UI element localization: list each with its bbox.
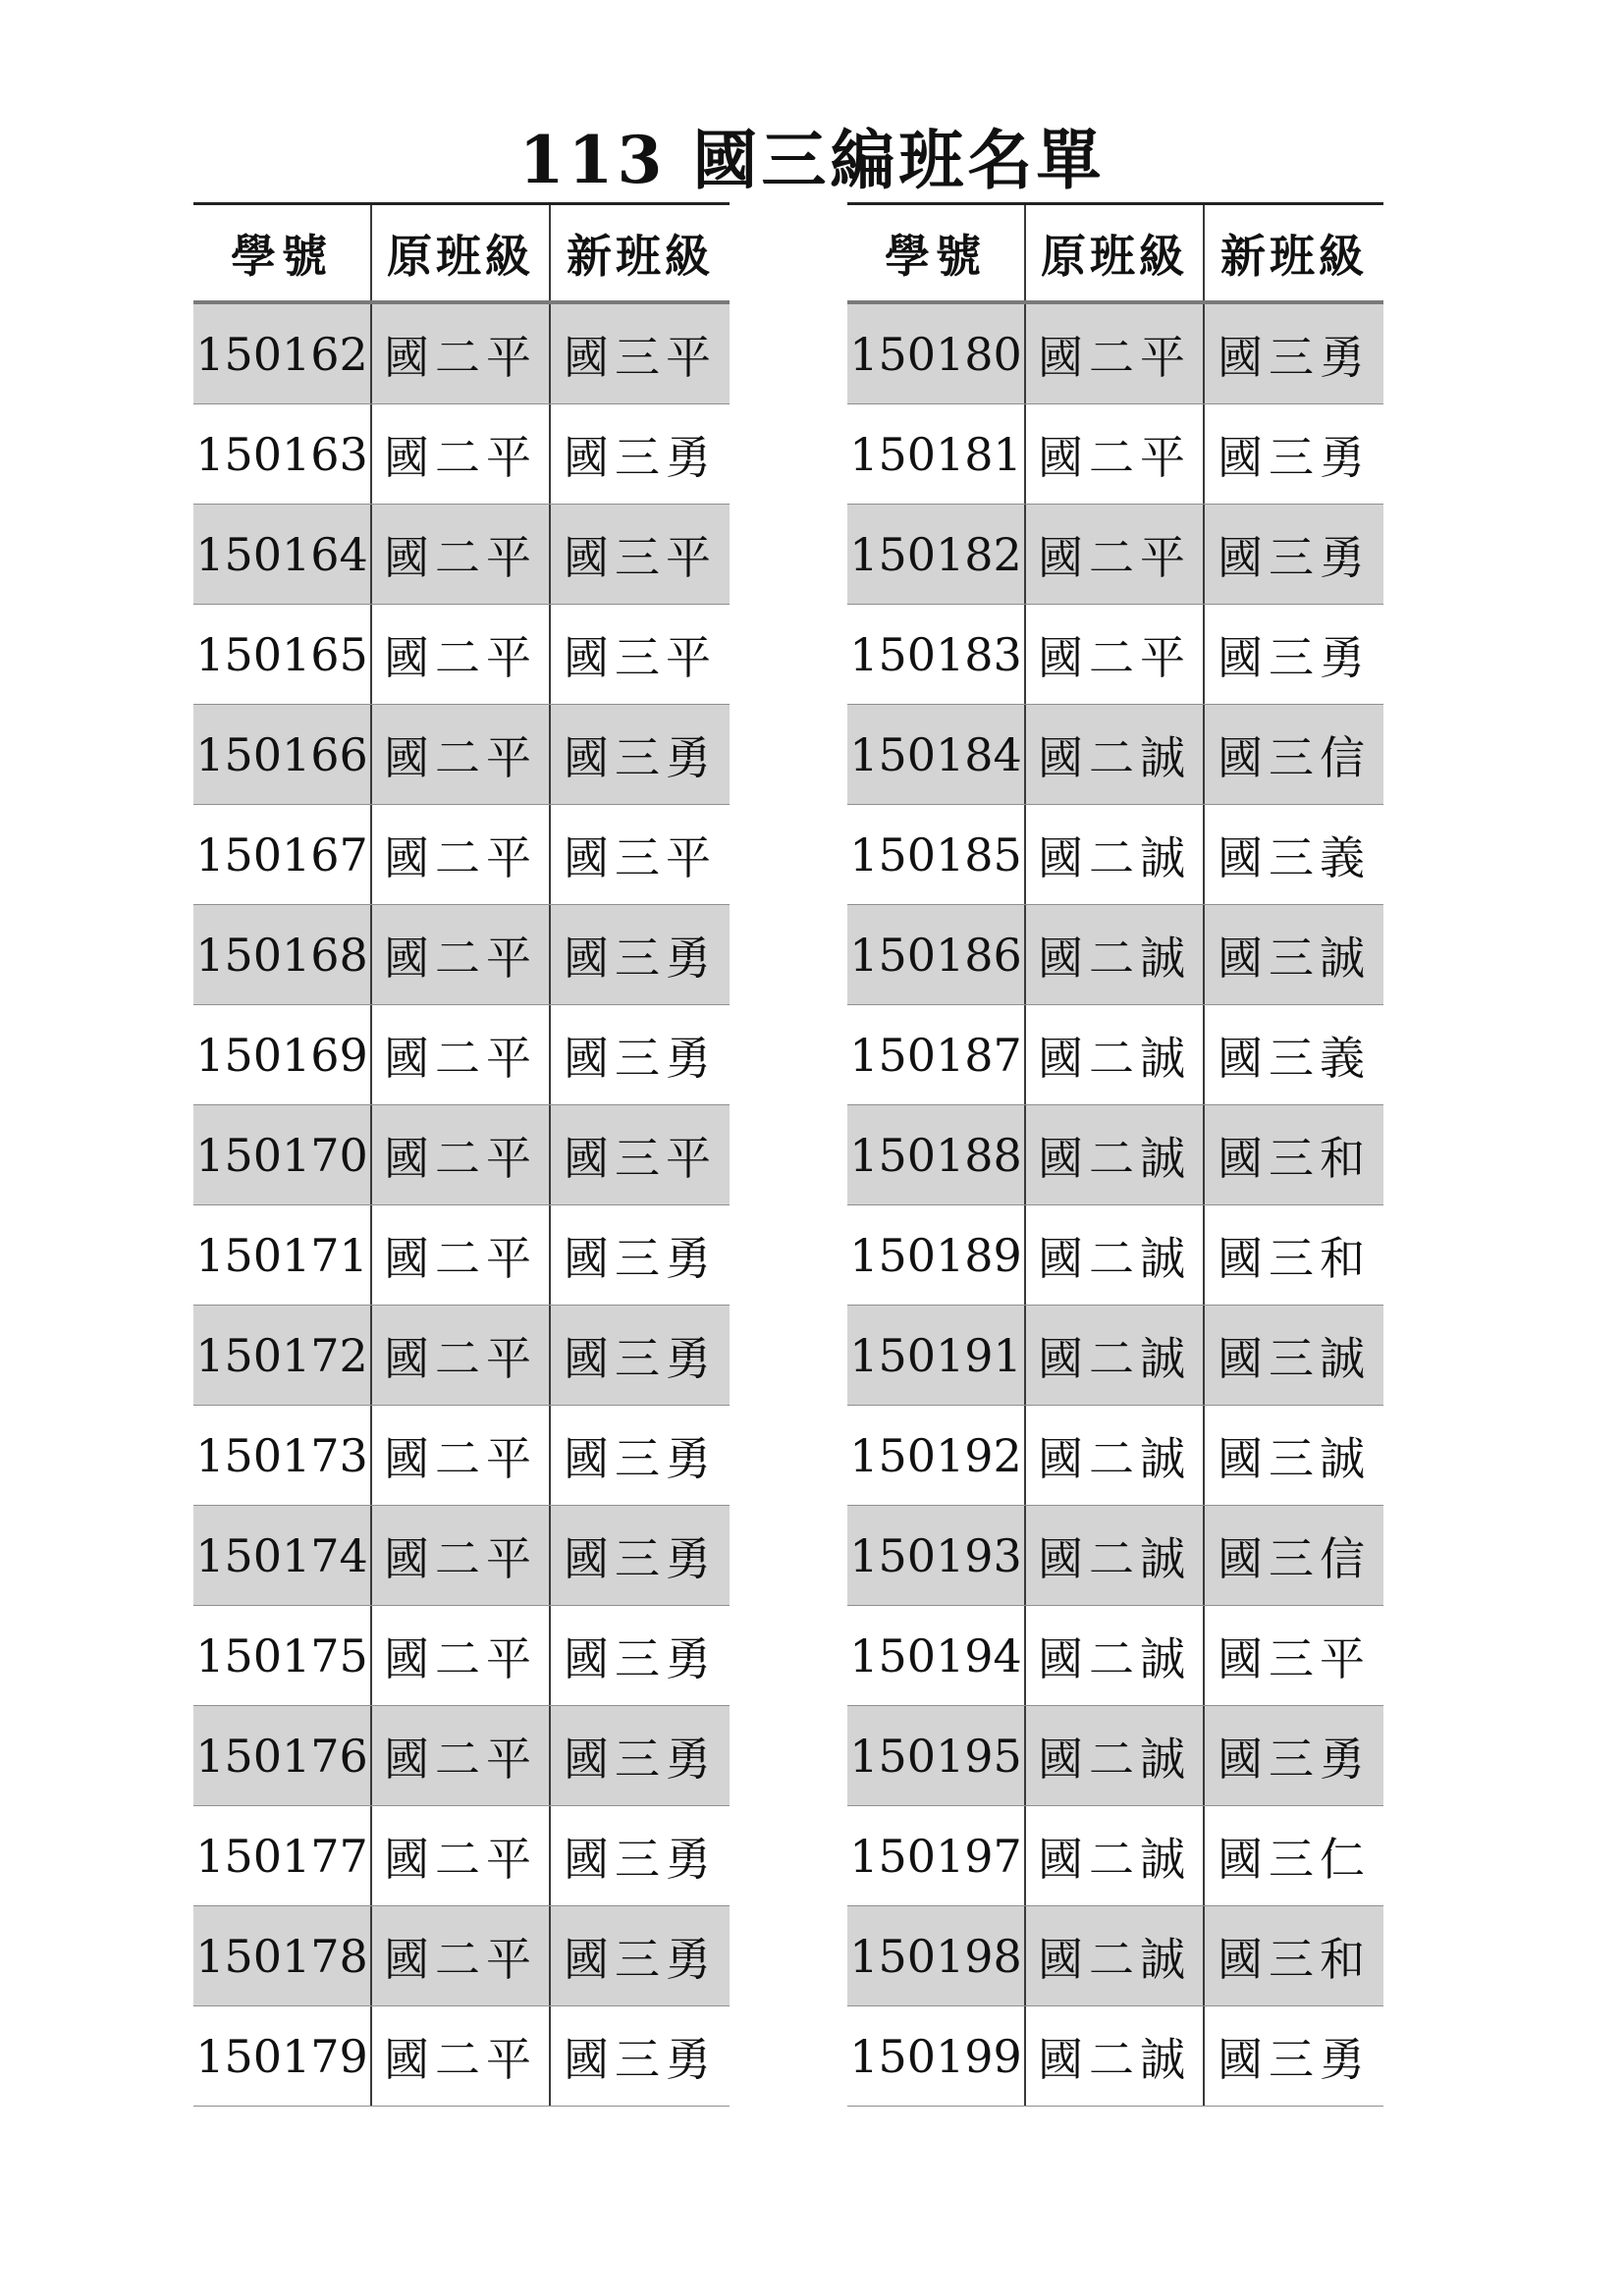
table-row	[847, 1406, 1383, 1506]
new-class-cell: 國三勇	[564, 1431, 717, 1485]
table-row	[193, 505, 730, 605]
new-class-cell: 國三勇	[564, 1732, 717, 1786]
class-roster	[193, 202, 1384, 2103]
new-class-cell: 國三義	[1218, 830, 1371, 884]
original-class-cell: 國二平	[372, 1205, 551, 1305]
new-class-cell: 國三平	[564, 530, 717, 584]
original-class-cell: 國二誠	[1026, 1606, 1205, 1705]
new-class-cell: 國三勇	[564, 1231, 717, 1285]
table-row	[847, 1105, 1383, 1205]
page-title: 113 國三編班名單	[518, 122, 1106, 198]
table-row	[847, 304, 1383, 404]
roster-table-right	[847, 202, 1383, 2107]
original-class-cell: 國二誠	[1026, 705, 1205, 804]
student-id-cell: 150187	[847, 1005, 1026, 1104]
new-class-cell: 國三勇	[1218, 1732, 1371, 1786]
table-row	[193, 1706, 730, 1806]
new-class-cell: 國三平	[564, 630, 717, 684]
student-id-cell: 150164	[193, 505, 372, 604]
header-new-class: 新班級	[567, 229, 714, 283]
new-class-cell: 國三勇	[1218, 330, 1371, 384]
original-class-cell: 國二平	[1026, 505, 1205, 604]
student-id-cell: 150182	[847, 505, 1026, 604]
student-id-cell: 150169	[193, 1005, 372, 1104]
header-original-class: 原班級	[1026, 205, 1205, 300]
original-class-cell: 國二誠	[1026, 1205, 1205, 1305]
table-row	[193, 1906, 730, 2006]
original-class-cell: 國二平	[372, 1005, 551, 1104]
table-row	[193, 805, 730, 905]
new-class-cell: 國三勇	[564, 730, 717, 784]
table-row	[193, 1306, 730, 1406]
new-class-cell: 國三勇	[564, 1031, 717, 1085]
table-row	[193, 905, 730, 1005]
new-class-cell: 國三勇	[1218, 430, 1371, 484]
original-class-cell: 國二誠	[1026, 805, 1205, 904]
original-class-cell: 國二誠	[1026, 1506, 1205, 1605]
student-id-cell: 150172	[193, 1306, 372, 1405]
original-class-cell: 國二平	[372, 304, 551, 403]
table-row	[193, 1506, 730, 1606]
original-class-cell: 國二平	[372, 905, 551, 1004]
original-class-cell: 國二平	[372, 1606, 551, 1705]
student-id-cell: 150179	[193, 2006, 372, 2106]
original-class-cell: 國二誠	[1026, 1306, 1205, 1405]
table-row	[847, 505, 1383, 605]
new-class-cell: 國三勇	[564, 1331, 717, 1385]
new-class-cell: 國三仁	[1218, 1832, 1371, 1886]
student-id-cell: 150194	[847, 1606, 1026, 1705]
new-class-cell: 國三誠	[1218, 1331, 1371, 1385]
student-id-cell: 150183	[847, 605, 1026, 704]
original-class-cell: 國二平	[372, 1506, 551, 1605]
new-class-cell: 國三信	[1218, 1531, 1371, 1585]
original-class-cell: 國二平	[372, 1406, 551, 1505]
original-class-cell: 國二誠	[1026, 905, 1205, 1004]
table-row	[847, 1806, 1383, 1906]
new-class-cell: 國三勇	[564, 430, 717, 484]
table-row	[847, 2006, 1383, 2107]
student-id-cell: 150180	[847, 304, 1026, 403]
new-class-cell: 國三義	[1218, 1031, 1371, 1085]
table-row	[193, 1406, 730, 1506]
table-row	[193, 1205, 730, 1306]
table-row	[847, 1606, 1383, 1706]
table-row	[847, 605, 1383, 705]
new-class-cell: 國三勇	[1218, 2032, 1371, 2086]
original-class-cell: 國二平	[372, 1105, 551, 1204]
new-class-cell: 國三信	[1218, 730, 1371, 784]
original-class-cell: 國二平	[1026, 404, 1205, 504]
new-class-cell: 國三和	[1218, 1131, 1371, 1185]
header-original-class: 原班級	[372, 205, 551, 300]
new-class-cell: 國三勇	[564, 2032, 717, 2086]
original-class-cell: 國二誠	[1026, 1406, 1205, 1505]
student-id-cell: 150198	[847, 1906, 1026, 2005]
new-class-cell: 國三勇	[564, 1832, 717, 1886]
table-row	[193, 2006, 730, 2107]
table-row	[193, 1005, 730, 1105]
student-id-cell: 150178	[193, 1906, 372, 2005]
student-id-cell: 150197	[847, 1806, 1026, 1905]
student-id-cell: 150166	[193, 705, 372, 804]
original-class-cell: 國二誠	[1026, 1105, 1205, 1204]
table-row	[193, 1606, 730, 1706]
original-class-cell: 國二平	[372, 505, 551, 604]
original-class-cell: 國二平	[372, 2006, 551, 2106]
new-class-cell: 國三平	[564, 830, 717, 884]
student-id-cell: 150163	[193, 404, 372, 504]
student-id-cell: 150189	[847, 1205, 1026, 1305]
table-row	[193, 404, 730, 505]
original-class-cell: 國二平	[372, 1906, 551, 2005]
new-class-cell: 國三勇	[564, 1631, 717, 1685]
header-new-class: 新班級	[1220, 229, 1368, 283]
new-class-cell: 國三勇	[564, 1531, 717, 1585]
table-row	[847, 1506, 1383, 1606]
table-row	[847, 1005, 1383, 1105]
new-class-cell: 國三平	[1218, 1631, 1371, 1685]
new-class-cell: 國三和	[1218, 1231, 1371, 1285]
student-id-cell: 150173	[193, 1406, 372, 1505]
student-id-cell: 150165	[193, 605, 372, 704]
student-id-cell: 150170	[193, 1105, 372, 1204]
roster-table-left	[193, 202, 730, 2107]
table-row	[193, 705, 730, 805]
original-class-cell: 國二誠	[1026, 2006, 1205, 2106]
table-body-right	[847, 304, 1383, 2107]
table-row	[847, 1205, 1383, 1306]
student-id-cell: 150192	[847, 1406, 1026, 1505]
student-id-cell: 150188	[847, 1105, 1026, 1204]
table-header-right	[847, 202, 1383, 304]
new-class-cell: 國三誠	[1218, 931, 1371, 985]
new-class-cell: 國三和	[1218, 1932, 1371, 1986]
original-class-cell: 國二誠	[1026, 1806, 1205, 1905]
original-class-cell: 國二平	[1026, 605, 1205, 704]
student-id-cell: 150193	[847, 1506, 1026, 1605]
original-class-cell: 國二平	[1026, 304, 1205, 403]
student-id-cell: 150162	[193, 304, 372, 403]
table-row	[847, 705, 1383, 805]
original-class-cell: 國二誠	[1026, 1005, 1205, 1104]
student-id-cell: 150191	[847, 1306, 1026, 1405]
student-id-cell: 150195	[847, 1706, 1026, 1805]
original-class-cell: 國二誠	[1026, 1706, 1205, 1805]
table-header-left	[193, 202, 730, 304]
student-id-cell: 150174	[193, 1506, 372, 1605]
original-class-cell: 國二誠	[1026, 1906, 1205, 2005]
new-class-cell: 國三勇	[1218, 530, 1371, 584]
table-row	[193, 1105, 730, 1205]
new-class-cell: 國三平	[564, 330, 717, 384]
original-class-cell: 國二平	[372, 1306, 551, 1405]
original-class-cell: 國二平	[372, 705, 551, 804]
table-row	[847, 905, 1383, 1005]
student-id-cell: 150168	[193, 905, 372, 1004]
table-body-left	[193, 304, 730, 2107]
original-class-cell: 國二平	[372, 1706, 551, 1805]
student-id-cell: 150177	[193, 1806, 372, 1905]
table-row	[847, 805, 1383, 905]
student-id-cell: 150171	[193, 1205, 372, 1305]
original-class-cell: 國二平	[372, 605, 551, 704]
table-row	[193, 1806, 730, 1906]
new-class-cell: 國三勇	[1218, 630, 1371, 684]
table-row	[847, 1906, 1383, 2006]
table-row	[847, 1306, 1383, 1406]
student-id-cell: 150184	[847, 705, 1026, 804]
new-class-cell: 國三誠	[1218, 1431, 1371, 1485]
student-id-cell: 150181	[847, 404, 1026, 504]
original-class-cell: 國二平	[372, 404, 551, 504]
header-student-id: 學號	[847, 205, 1026, 300]
new-class-cell: 國三勇	[564, 1932, 717, 1986]
table-row	[847, 1706, 1383, 1806]
new-class-cell: 國三平	[564, 1131, 717, 1185]
student-id-cell: 150185	[847, 805, 1026, 904]
header-student-id: 學號	[193, 205, 372, 300]
original-class-cell: 國二平	[372, 805, 551, 904]
student-id-cell: 150175	[193, 1606, 372, 1705]
student-id-cell: 150167	[193, 805, 372, 904]
original-class-cell: 國二平	[372, 1806, 551, 1905]
table-row	[847, 404, 1383, 505]
student-id-cell: 150186	[847, 905, 1026, 1004]
table-row	[193, 304, 730, 404]
table-row	[193, 605, 730, 705]
student-id-cell: 150176	[193, 1706, 372, 1805]
student-id-cell: 150199	[847, 2006, 1026, 2106]
new-class-cell: 國三勇	[564, 931, 717, 985]
